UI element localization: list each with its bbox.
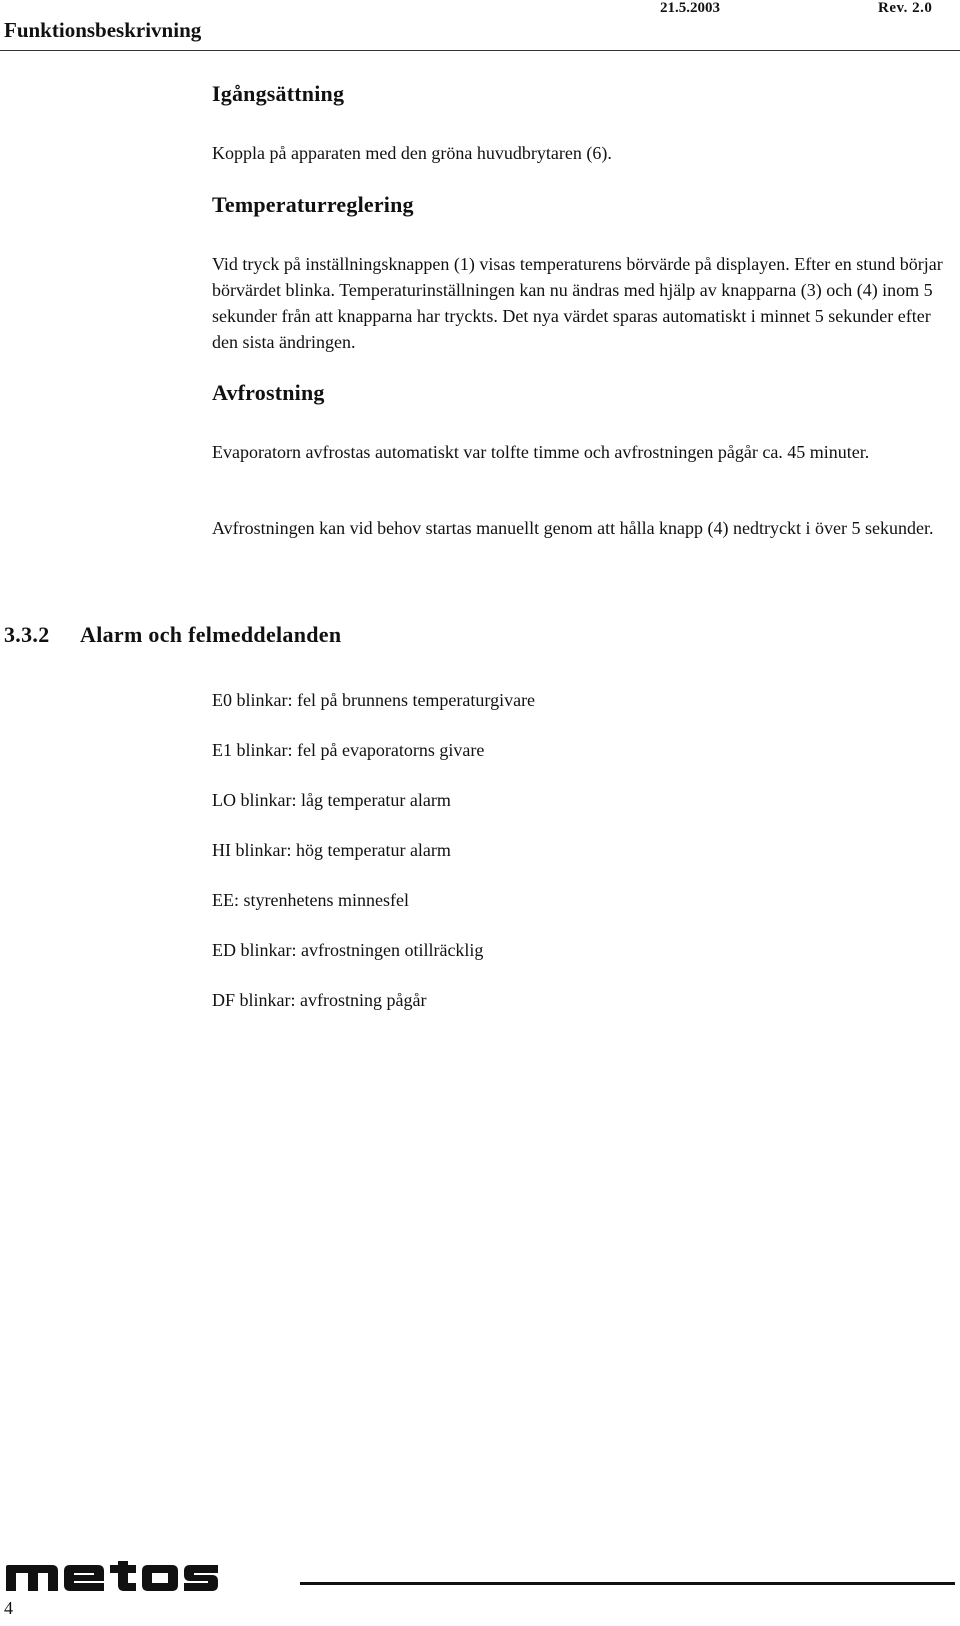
document-date: 21.5.2003 <box>660 0 720 16</box>
section-number: 3.3.2 <box>4 622 50 647</box>
alarm-item: HI blinkar: hög temperatur alarm <box>212 840 451 860</box>
alarm-item: DF blinkar: avfrostning pågår <box>212 990 427 1010</box>
paragraph: Evaporatorn avfrostas automatiskt var tolfte timme och avfrostningen pågår ca. 45 minuter. <box>212 442 870 462</box>
alarm-section-heading <box>4 622 341 648</box>
alarm-list <box>212 687 535 1037</box>
section-defrost-body-2 <box>212 515 957 541</box>
header-divider <box>0 50 960 51</box>
section-heading: Igångsättning <box>212 81 345 106</box>
document-title: Funktionsbeskrivning <box>4 18 202 42</box>
section-title: Alarm och felmeddelanden <box>80 622 342 647</box>
alarm-item: LO blinkar: låg temperatur alarm <box>212 790 451 810</box>
page-number: 4 <box>4 1598 13 1618</box>
section-startup <box>212 78 344 110</box>
alarm-item: E0 blinkar: fel på brunnens temperaturgivare <box>212 690 536 710</box>
section-heading: Temperaturreglering <box>212 192 414 217</box>
paragraph: Koppla på apparaten med den gröna huvudbrytaren (6). <box>212 143 612 163</box>
section-temperature <box>212 189 414 221</box>
section-temperature-body <box>212 251 957 355</box>
page-header <box>0 0 960 56</box>
section-startup-body <box>212 140 957 166</box>
paragraph: Avfrostningen kan vid behov startas manuellt genom att hålla knapp (4) nedtryckt i över 5 sekunder. <box>212 518 934 538</box>
alarm-item: ED blinkar: avfrostningen otillräcklig <box>212 940 484 960</box>
paragraph: Vid tryck på inställningsknappen (1) visas temperaturens börvärde på displayen. Efter en stund börjar börvärdet blinka. Temperaturinställningen kan nu ändras med hjälp av knapparna (3) och (4) inom 5 sekunder från att knapparna har tryckts. Det nya värdet sparas automatiskt i minnet 5 sekunder efter den sista ändringen. <box>212 254 943 352</box>
alarm-item: E1 blinkar: fel på evaporatorns givare <box>212 740 485 760</box>
section-defrost <box>212 377 325 409</box>
metos-logo <box>6 1561 218 1593</box>
section-defrost-body <box>212 439 957 465</box>
section-heading: Avfrostning <box>212 380 325 405</box>
alarm-item: EE: styrenhetens minnesfel <box>212 890 409 910</box>
footer-divider <box>300 1582 955 1585</box>
document-revision: Rev. 2.0 <box>878 0 933 16</box>
